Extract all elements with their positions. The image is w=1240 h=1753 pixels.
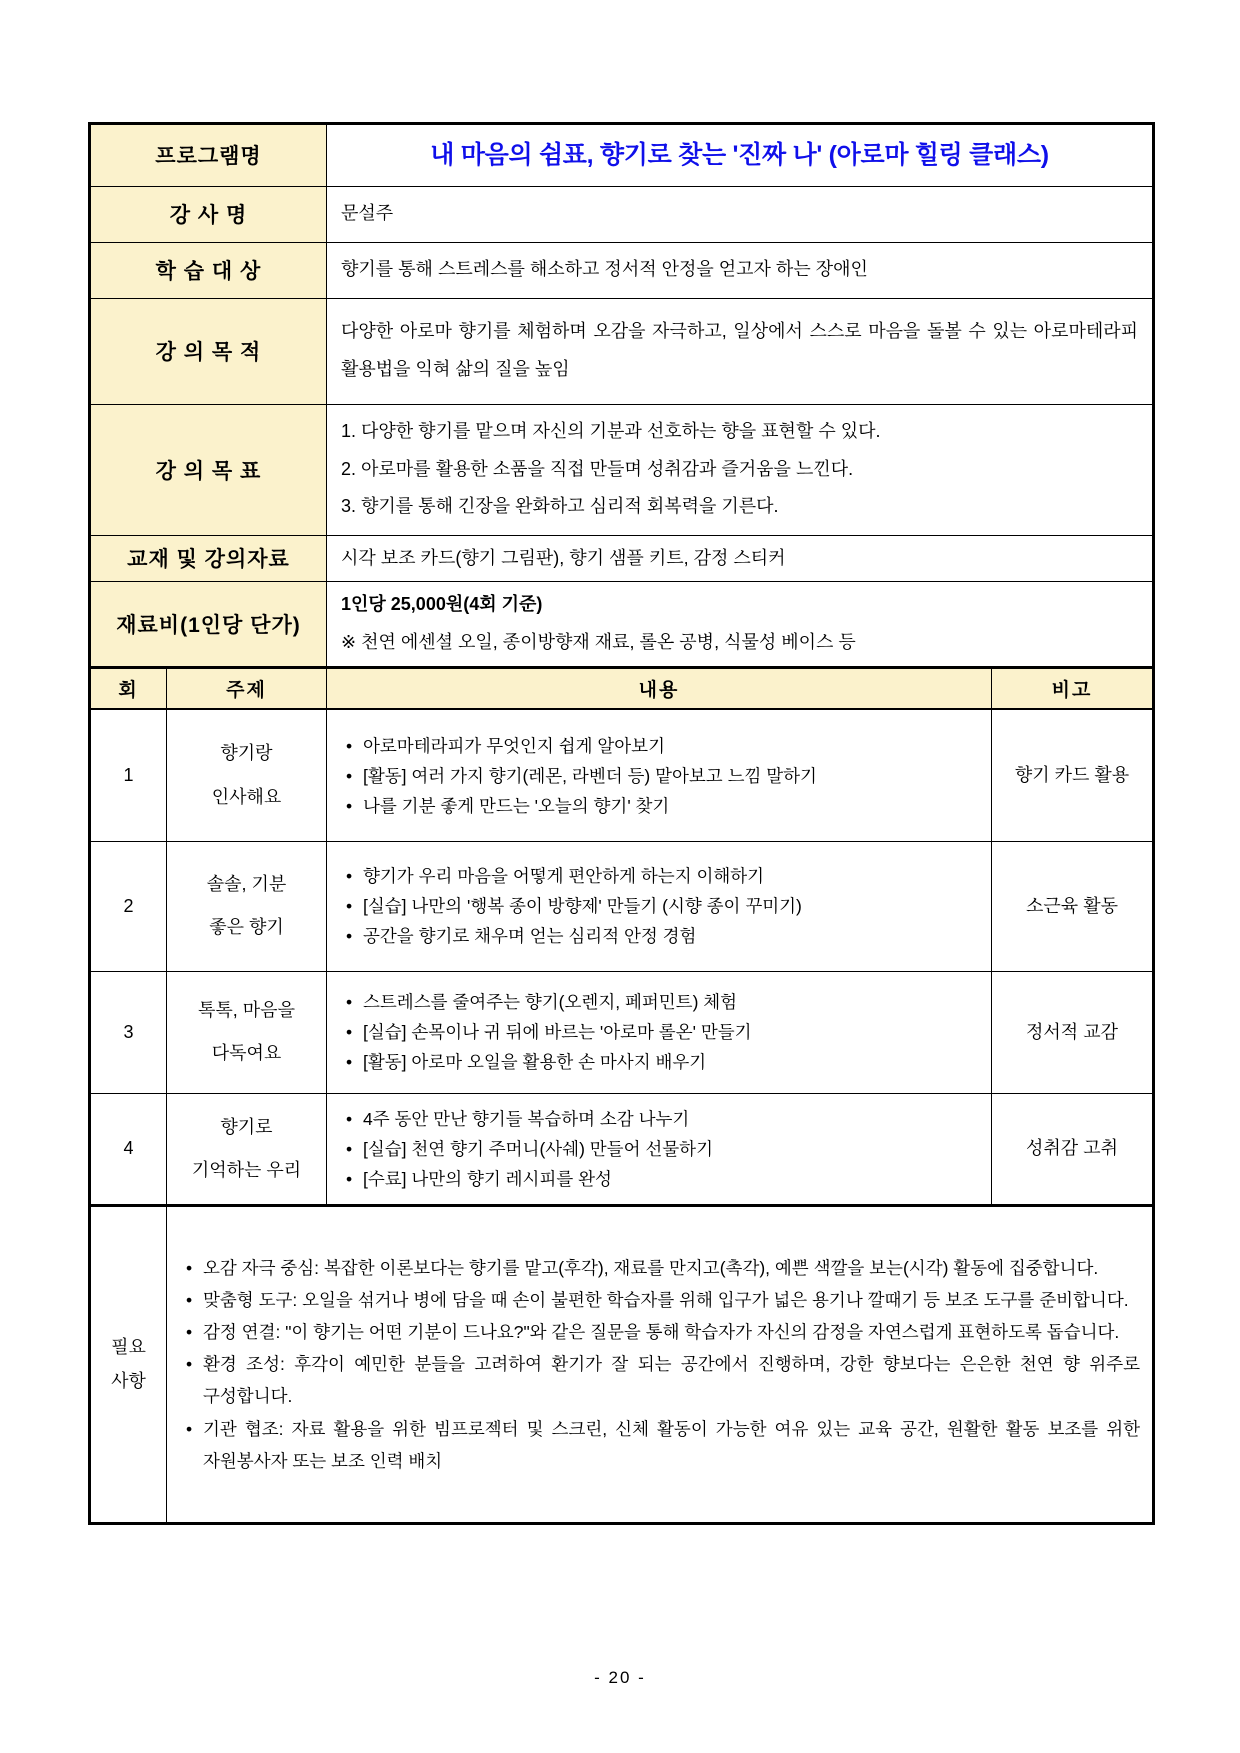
text-line: 문설주 bbox=[341, 203, 394, 224]
program-title bbox=[327, 124, 1154, 187]
text-line: 내 마음의 쉼표, 향기로 찾는 '진짜 나' (아로마 힐링 클래스) bbox=[430, 141, 1049, 169]
info-row bbox=[90, 535, 1154, 582]
info-row-value bbox=[327, 298, 1154, 404]
info-row bbox=[90, 582, 1154, 668]
info-row bbox=[90, 124, 1154, 187]
schedule-row bbox=[90, 971, 1154, 1093]
content-item: • [활동] 여러 가지 향기(레몬, 라벤더 등) 맡아보고 느낌 말하기 bbox=[341, 761, 981, 791]
info-row-value bbox=[327, 582, 1154, 668]
info-row-label: 강 의 목 표 bbox=[90, 404, 327, 535]
text-line: 1인당 25,000원(4회 기준) bbox=[341, 594, 543, 615]
session-number: 2 bbox=[90, 841, 167, 971]
info-row bbox=[90, 404, 1154, 535]
session-contents bbox=[327, 841, 992, 971]
program-overview-table bbox=[88, 122, 1155, 1525]
schedule-row bbox=[90, 1093, 1154, 1205]
content-item: • 아로마테라피가 무엇인지 쉽게 알아보기 bbox=[341, 731, 981, 761]
text-line: ※ 천연 에센셜 오일, 종이방향재 재료, 롤온 공병, 식물성 베이스 등 bbox=[341, 632, 856, 653]
info-row bbox=[90, 186, 1154, 242]
requirement-item: • 환경 조성: 후각이 예민한 분들을 고려하여 환기가 잘 되는 공간에서 진행하며, 강한 향보다는 은은한 천연 향 위주로 구성합니다. bbox=[181, 1348, 1140, 1412]
page-number: - 20 - bbox=[594, 1668, 646, 1687]
text-line: 1. 다양한 향기를 맡으며 자신의 기분과 선호하는 향을 표현할 수 있다. bbox=[341, 420, 881, 441]
schedule-row bbox=[90, 709, 1154, 841]
info-row-value bbox=[327, 242, 1154, 298]
content-item: • 향기가 우리 마음을 어떻게 편안하게 하는지 이해하기 bbox=[341, 861, 981, 891]
content-item: • 4주 동안 만난 향기들 복습하며 소감 나누기 bbox=[341, 1104, 981, 1134]
content-item: • 나를 기분 좋게 만드는 '오늘의 향기' 찾기 bbox=[341, 791, 981, 821]
requirements-row bbox=[90, 1205, 1154, 1523]
session-topic: 솔솔, 기분 좋은 향기 bbox=[167, 841, 327, 971]
schedule-row bbox=[90, 841, 1154, 971]
session-note: 성취감 고취 bbox=[992, 1093, 1154, 1205]
info-row-label: 학 습 대 상 bbox=[90, 242, 327, 298]
content-item: • 스트레스를 줄여주는 향기(오렌지, 페퍼민트) 체험 bbox=[341, 987, 981, 1017]
column-header: 주제 bbox=[167, 667, 327, 709]
session-number: 1 bbox=[90, 709, 167, 841]
text-line: 향기를 통해 스트레스를 해소하고 정서적 안정을 얻고자 하는 장애인 bbox=[341, 259, 868, 280]
text-line: 시각 보조 카드(향기 그림판), 향기 샘플 키트, 감정 스티커 bbox=[341, 547, 786, 568]
session-contents bbox=[327, 709, 992, 841]
session-topic: 톡톡, 마음을 다독여요 bbox=[167, 971, 327, 1093]
info-row bbox=[90, 242, 1154, 298]
info-row-value bbox=[327, 404, 1154, 535]
info-row-label: 교재 및 강의자료 bbox=[90, 535, 327, 582]
info-row-label: 강 사 명 bbox=[90, 186, 327, 242]
session-note: 소근육 활동 bbox=[992, 841, 1154, 971]
content-item: • [수료] 나만의 향기 레시피를 완성 bbox=[341, 1164, 981, 1194]
content-item: • [활동] 아로마 오일을 활용한 손 마사지 배우기 bbox=[341, 1047, 981, 1077]
column-header: 내용 bbox=[327, 667, 992, 709]
info-row-value bbox=[327, 535, 1154, 582]
requirements-content bbox=[167, 1205, 1154, 1523]
session-topic: 향기랑 인사해요 bbox=[167, 709, 327, 841]
session-number: 4 bbox=[90, 1093, 167, 1205]
info-row bbox=[90, 298, 1154, 404]
info-row-label: 프로그램명 bbox=[90, 124, 327, 187]
text-line: 2. 아로마를 활용한 소품을 직접 만들며 성취감과 즐거움을 느낀다. bbox=[341, 458, 854, 479]
content-item: • [실습] 나만의 '행복 종이 방향제' 만들기 (시향 종이 꾸미기) bbox=[341, 891, 981, 921]
column-header: 회 bbox=[90, 667, 167, 709]
text-line: 다양한 아로마 향기를 체험하며 오감을 자극하고, 일상에서 스스로 마음을 돌볼 수 있는 아로마테라피 활용법을 익혀 삶의 질을 높임 bbox=[341, 321, 1139, 379]
text-line: 3. 향기를 통해 긴장을 완화하고 심리적 회복력을 기른다. bbox=[341, 496, 779, 517]
session-topic: 향기로 기억하는 우리 bbox=[167, 1093, 327, 1205]
content-item: • 공간을 향기로 채우며 얻는 심리적 안정 경험 bbox=[341, 921, 981, 951]
requirement-item: • 오감 자극 중심: 복잡한 이론보다는 향기를 맡고(후각), 재료를 만지고(촉각), 예쁜 색깔을 보는(시각) 활동에 집중합니다. bbox=[181, 1252, 1140, 1284]
requirement-item: • 기관 협조: 자료 활용을 위한 빔프로젝터 및 스크린, 신체 활동이 가능한 여유 있는 교육 공간, 원활한 활동 보조를 위한 자원봉사자 또는 보조 인력 배치 bbox=[181, 1413, 1140, 1477]
info-row-label: 강 의 목 적 bbox=[90, 298, 327, 404]
requirement-item: • 감정 연결: "이 향기는 어떤 기분이 드나요?"와 같은 질문을 통해 학습자가 자신의 감정을 자연스럽게 표현하도록 돕습니다. bbox=[181, 1316, 1140, 1348]
session-number: 3 bbox=[90, 971, 167, 1093]
info-row-label: 재료비(1인당 단가) bbox=[90, 582, 327, 668]
program-table-body bbox=[90, 124, 1154, 1524]
info-row-value bbox=[327, 186, 1154, 242]
session-note: 정서적 교감 bbox=[992, 971, 1154, 1093]
session-contents bbox=[327, 1093, 992, 1205]
session-note: 향기 카드 활용 bbox=[992, 709, 1154, 841]
content-item: • [실습] 손목이나 귀 뒤에 바르는 '아로마 롤온' 만들기 bbox=[341, 1017, 981, 1047]
column-header: 비고 bbox=[992, 667, 1154, 709]
session-contents bbox=[327, 971, 992, 1093]
requirement-item: • 맞춤형 도구: 오일을 섞거나 병에 담을 때 손이 불편한 학습자를 위해 입구가 넓은 용기나 깔때기 등 보조 도구를 준비합니다. bbox=[181, 1284, 1140, 1316]
schedule-header-row bbox=[90, 667, 1154, 709]
content-item: • [실습] 천연 향기 주머니(사쉐) 만들어 선물하기 bbox=[341, 1134, 981, 1164]
requirements-label: 필요 사항 bbox=[90, 1205, 167, 1523]
